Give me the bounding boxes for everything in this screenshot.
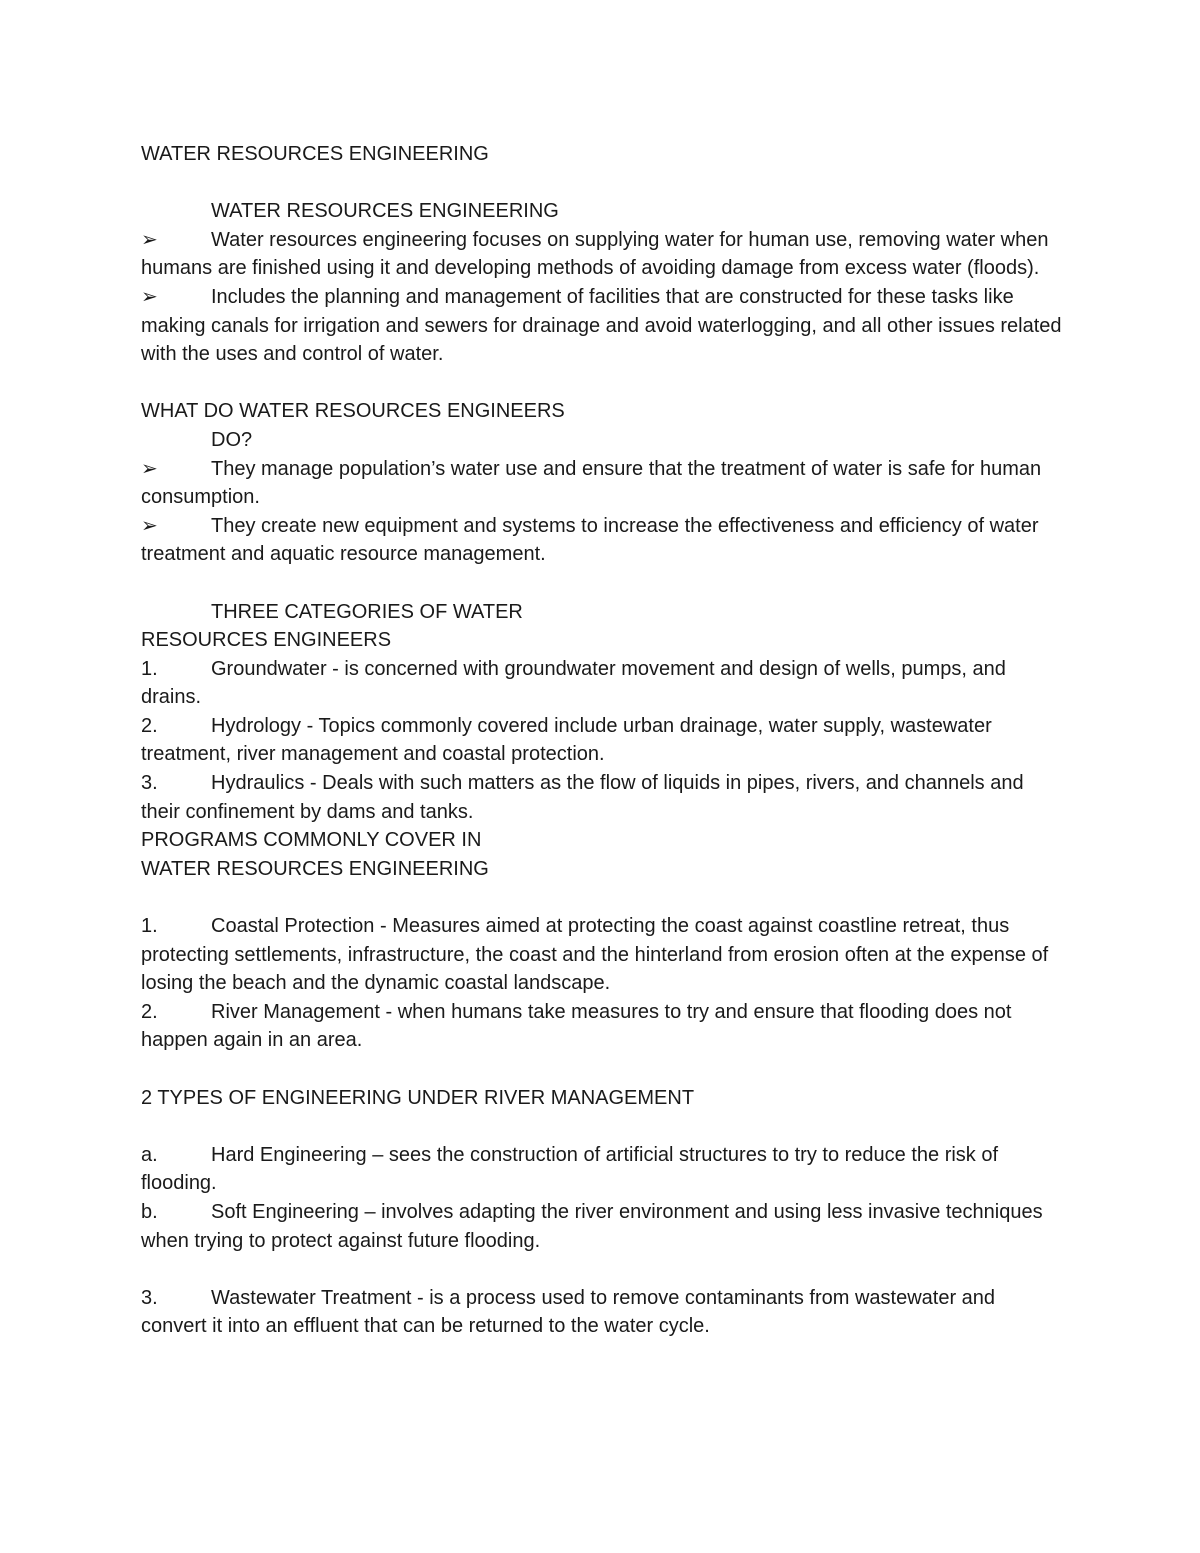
bullet-text: Water resources engineering focuses on supplying water for human use, removing water when humans are finished using it and developing methods of avoiding damage from excess water (floods).: [141, 228, 1049, 280]
spacer: [141, 1055, 1066, 1084]
numbered-item: [141, 912, 1066, 998]
section-heading: THREE CATEGORIES OF WATER: [211, 600, 523, 623]
section-heading-continued: WATER RESOURCES ENGINEERING: [141, 857, 489, 880]
section-heading: PROGRAMS COMMONLY COVER IN: [141, 829, 482, 852]
spacer: [141, 883, 1066, 912]
numbered-item: [141, 712, 1066, 769]
item-text: Coastal Protection - Measures aimed at protecting the coast against coastline retreat, thus protecting settlements, infrastructure, the coast and the hinterland from erosion often at the expense of losing the beach and the dynamic coastal landscape.: [141, 915, 1049, 995]
item-text: Hydraulics - Deals with such matters as the flow of liquids in pipes, rivers, and channels and their confinement by dams and tanks.: [141, 772, 1024, 823]
spacer: [141, 369, 1066, 398]
spacer: [141, 169, 1066, 198]
bullet-item: [141, 283, 1066, 369]
item-number: 2.: [141, 1000, 158, 1023]
bullet-text: They manage population’s water use and ensure that the treatment of water is safe for human consumption.: [141, 457, 1042, 509]
item-text: Wastewater Treatment - is a process used to remove contaminants from wastewater and convert it into an effluent that can be returned to the water cycle.: [141, 1286, 996, 1338]
spacer: [141, 1112, 1066, 1141]
item-text: Hard Engineering – sees the construction of artificial structures to try to reduce the risk of flooding.: [141, 1143, 999, 1195]
bullet-item: [141, 226, 1066, 283]
spacer: [141, 1255, 1066, 1284]
bullet-item: [141, 455, 1066, 512]
section-heading: WATER RESOURCES ENGINEERING: [211, 200, 559, 223]
item-number: 1.: [141, 915, 158, 938]
item-text: Groundwater - is concerned with groundwater movement and design of wells, pumps, and drains.: [141, 657, 1006, 709]
bullet-arrow-icon: ➢: [141, 228, 158, 251]
bullet-text: They create new equipment and systems to increase the effectiveness and efficiency of water treatment and aquatic resource management.: [141, 514, 1039, 566]
item-number: 3.: [141, 1286, 158, 1309]
numbered-item: [141, 998, 1066, 1055]
document-page: [141, 140, 1066, 1341]
item-text: Soft Engineering – involves adapting the river environment and using less invasive techniques when trying to protect against future flooding.: [141, 1200, 1043, 1252]
section-heading-continued: RESOURCES ENGINEERS: [141, 629, 392, 652]
numbered-item: [141, 655, 1066, 712]
bullet-item: [141, 512, 1066, 569]
item-text: Hydrology - Topics commonly covered include urban drainage, water supply, wastewater treatment, river management and coastal protection.: [141, 714, 992, 766]
item-text: River Management - when humans take measures to try and ensure that flooding does not happen again in an area.: [141, 1000, 1012, 1052]
item-number: 3.: [141, 772, 158, 795]
item-letter: a.: [141, 1143, 158, 1166]
section-heading: WHAT DO WATER RESOURCES ENGINEERS: [141, 400, 565, 423]
lettered-item: [141, 1141, 1066, 1198]
spacer: [141, 569, 1066, 598]
document-title: WATER RESOURCES ENGINEERING: [141, 143, 489, 165]
bullet-arrow-icon: ➢: [141, 514, 158, 537]
item-number: 2.: [141, 714, 158, 737]
bullet-text: Includes the planning and management of facilities that are constructed for these tasks like making canals for irrigation and sewers for drainage and avoid waterlogging, and all other issues related with the uses and control of water.: [141, 285, 1062, 366]
section-heading: 2 TYPES OF ENGINEERING UNDER RIVER MANAGEMENT: [141, 1086, 695, 1109]
numbered-item: [141, 1284, 1066, 1341]
item-letter: b.: [141, 1200, 158, 1223]
item-number: 1.: [141, 657, 158, 680]
lettered-item: [141, 1198, 1066, 1255]
bullet-arrow-icon: ➢: [141, 457, 158, 480]
bullet-arrow-icon: ➢: [141, 285, 158, 308]
numbered-item: [141, 769, 1066, 826]
section-heading-continued: DO?: [211, 428, 253, 451]
